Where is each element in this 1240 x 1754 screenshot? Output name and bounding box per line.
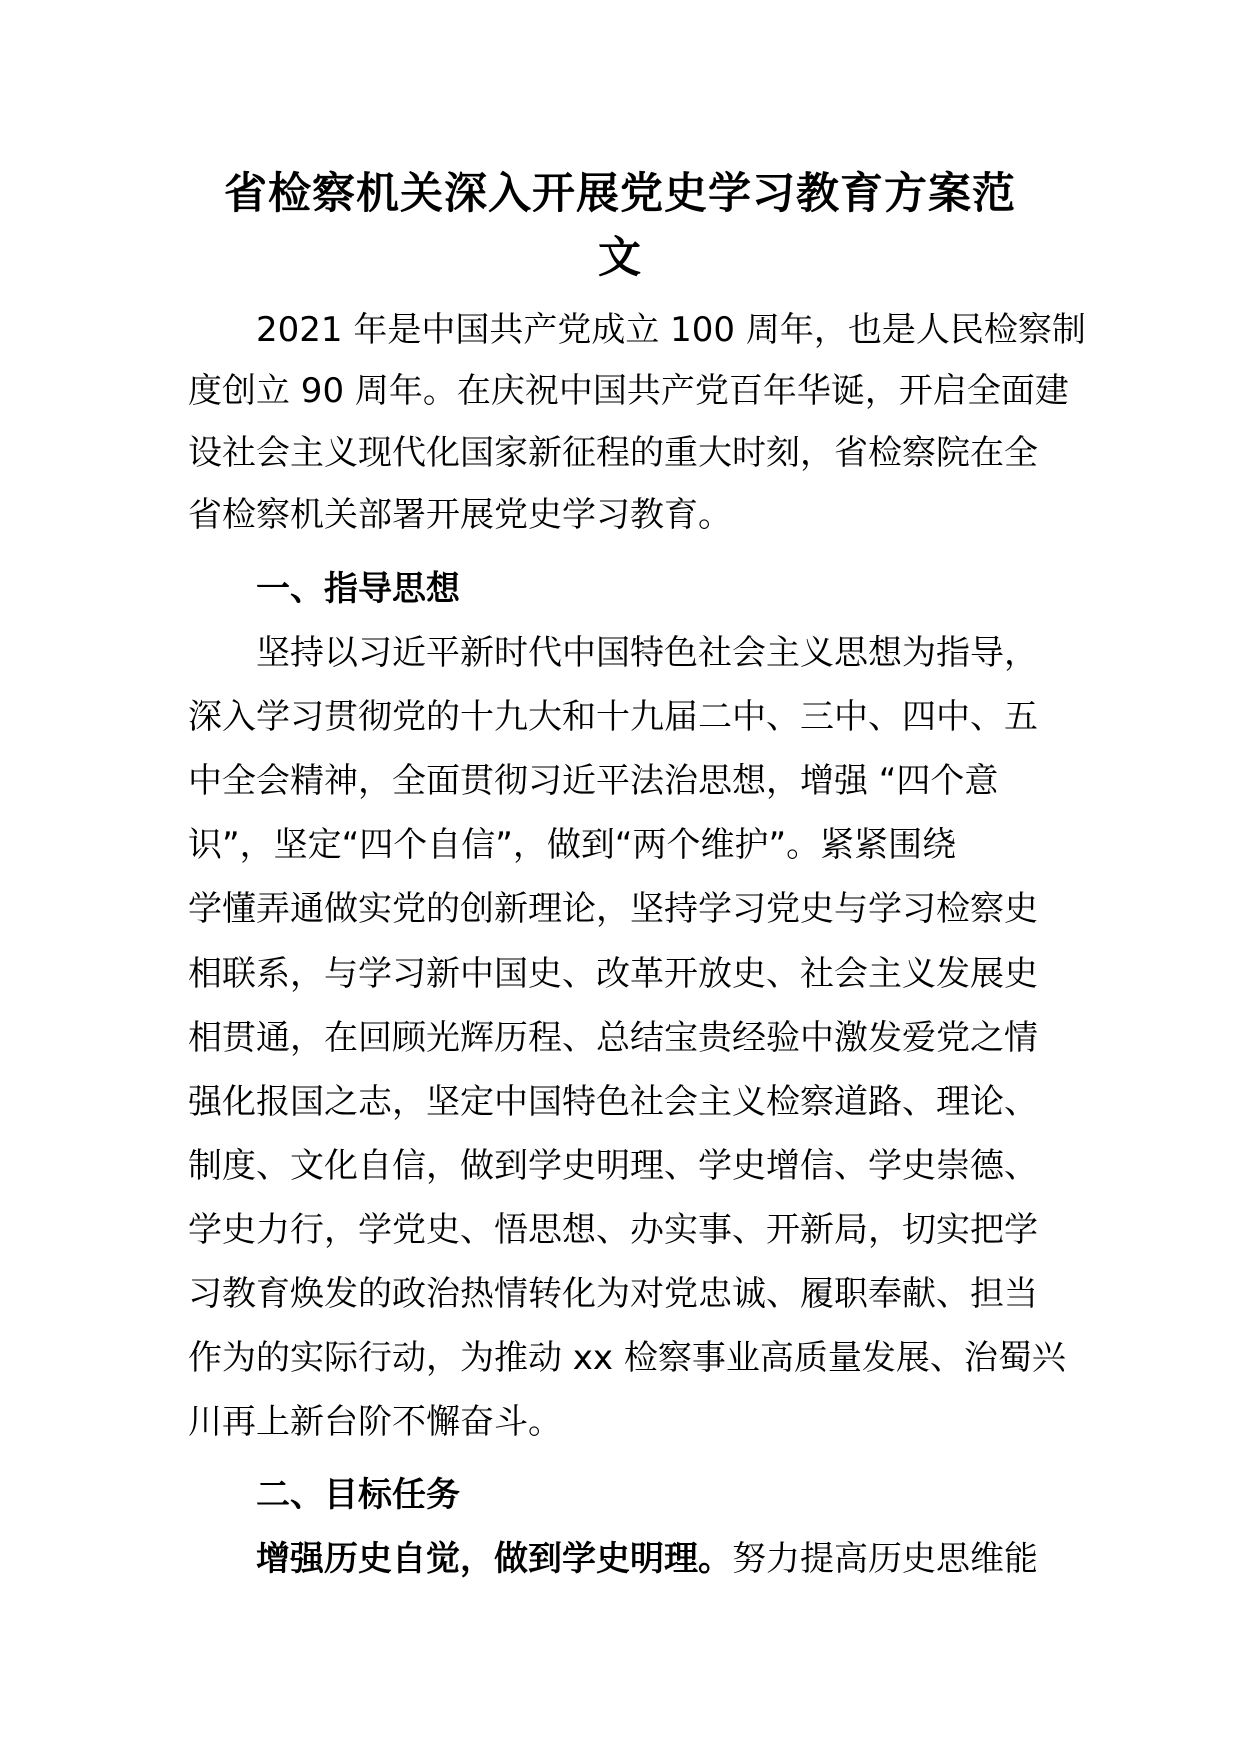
guide-line: 识”，坚定“四个自信”，做到“两个维护”。紧紧围绕 [188, 825, 957, 865]
guide-line: 学史力行，学党史、悟思想、办实事、开新局，切实把学 [188, 1210, 1038, 1250]
intro-line: 度创立 90 周年。在庆祝中国共产党百年华诞，开启全面建 [188, 371, 1069, 411]
guide-line: 作为的实际行动，为推动 xx 检察事业高质量发展、治蜀兴 [188, 1338, 1066, 1378]
title-line-1: 省检察机关深入开展党史学习教育方案范 [224, 169, 1016, 219]
guide-line: 强化报国之志，坚定中国特色社会主义检察道路、理论、 [188, 1082, 1038, 1122]
goal-line [256, 1539, 1038, 1579]
guide-line: 相联系，与学习新中国史、改革开放史、社会主义发展史 [188, 954, 1038, 994]
goal-rest: 努力提高历史思维能 [732, 1539, 1038, 1579]
guide-line: 制度、文化自信，做到学史明理、学史增信、学史崇德、 [188, 1146, 1038, 1186]
guide-line: 坚持以习近平新时代中国特色社会主义思想为指导， [256, 633, 1038, 673]
guide-line: 习教育焕发的政治热情转化为对党忠诚、履职奉献、担当 [188, 1274, 1038, 1314]
intro-line: 设社会主义现代化国家新征程的重大时刻，省检察院在全 [188, 433, 1038, 473]
guide-line: 中全会精神，全面贯彻习近平法治思想，增强 “四个意 [188, 761, 999, 801]
goal-lead-bold: 增强历史自觉，做到学史明理。 [256, 1539, 732, 1579]
section-heading-1: 一、指导思想 [256, 569, 460, 609]
intro-line: 2021 年是中国共产党成立 100 周年，也是人民检察制 [256, 310, 1086, 350]
title-line-2: 文 [598, 233, 642, 283]
document-title [190, 162, 1050, 290]
intro-line: 省检察机关部署开展党史学习教育。 [188, 495, 732, 535]
guide-line: 相贯通，在回顾光辉历程、总结宝贵经验中激发爱党之情 [188, 1018, 1038, 1058]
guide-line: 深入学习贯彻党的十九大和十九届二中、三中、四中、五 [188, 697, 1038, 737]
section-heading-2: 二、目标任务 [256, 1475, 460, 1515]
guide-line: 学懂弄通做实党的创新理论，坚持学习党史与学习检察史 [188, 889, 1038, 929]
guide-line: 川再上新台阶不懈奋斗。 [188, 1402, 562, 1442]
